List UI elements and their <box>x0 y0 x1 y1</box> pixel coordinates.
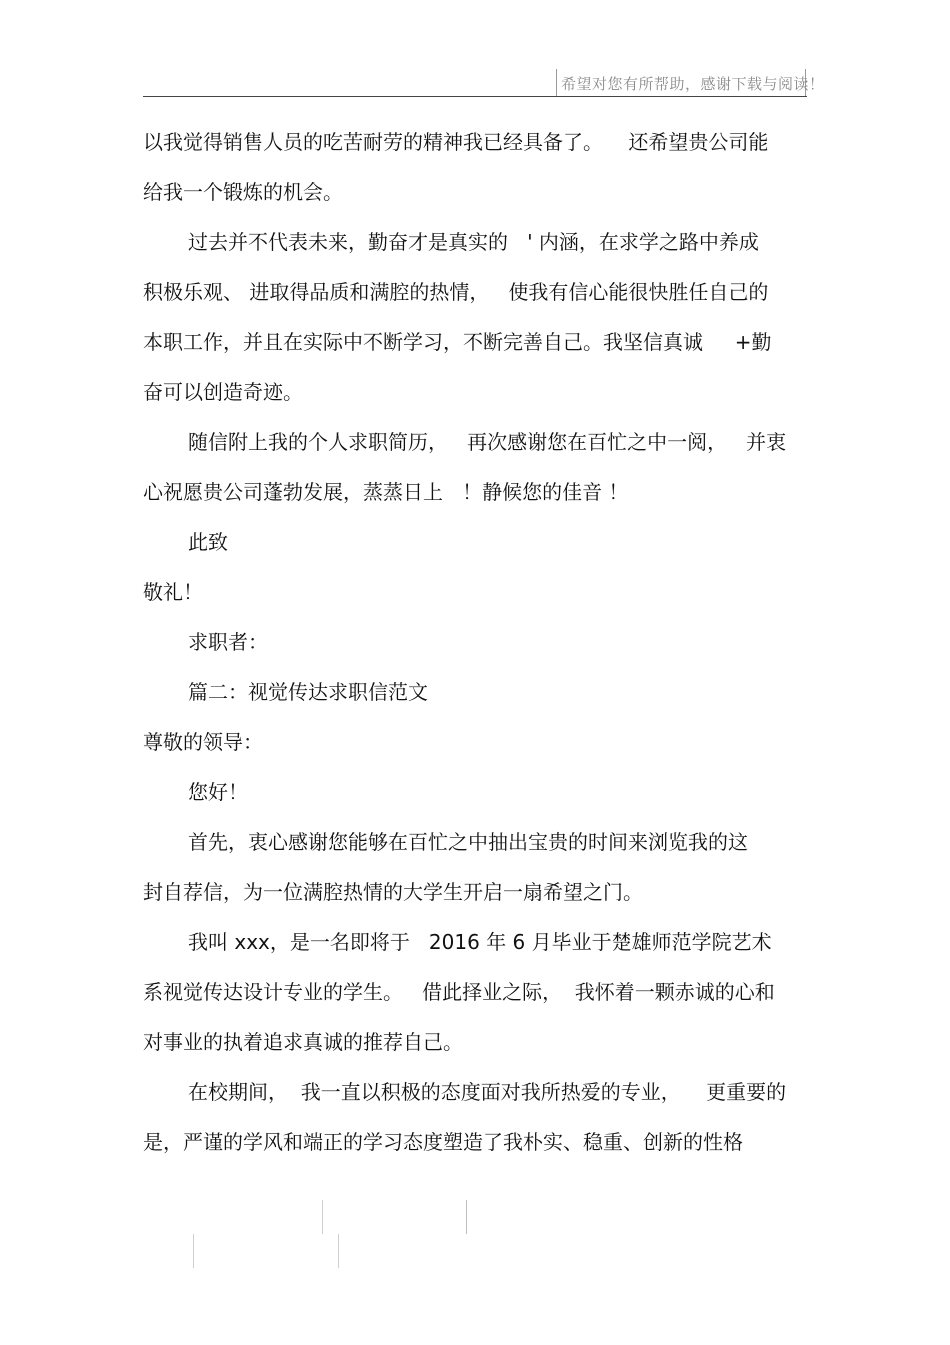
table-divider <box>338 1234 339 1268</box>
table-divider <box>466 1200 467 1234</box>
body-line: 过去并不代表未来，勤奋才是真实的 ' 内涵，在求学之路中养成 <box>188 230 759 254</box>
body-line: 是，严谨的学风和端正的学习态度塑造了我朴实、稳重、创新的性格 <box>143 1130 743 1154</box>
body-line: 以我觉得销售人员的吃苦耐劳的精神我已经具备了。 还希望贵公司能 <box>143 130 769 154</box>
body-line: 我叫 xxx，是一名即将于 2016 年 6 月毕业于楚雄师范学院艺术 <box>188 930 772 954</box>
body-line: 本职工作，并且在实际中不断学习，不断完善自己。我坚信真诚 +勤 <box>143 330 772 354</box>
table-divider <box>322 1200 323 1234</box>
greeting: 您好！ <box>188 780 248 804</box>
closing-line: 敬礼！ <box>143 580 203 604</box>
salutation: 尊敬的领导： <box>143 730 263 754</box>
body-line: 给我一个锻炼的机会。 <box>143 180 343 204</box>
header-rule <box>143 96 807 97</box>
body-line: 奋可以创造奇迹。 <box>143 380 303 404</box>
header-note: 希望对您有所帮助，感谢下载与阅读！ <box>561 75 825 93</box>
body-line: 封自荐信，为一位满腔热情的大学生开启一扇希望之门。 <box>143 880 643 904</box>
body-line: 心祝愿贵公司蓬勃发展，蒸蒸日上 ！静候您的佳音 ！ <box>143 480 629 504</box>
body-line: 首先，衷心感谢您能够在百忙之中抽出宝贵的时间来浏览我的这 <box>188 830 748 854</box>
body-line: 对事业的执着追求真诚的推荐自己。 <box>143 1030 463 1054</box>
closing-line: 此致 <box>188 530 228 554</box>
body-line: 系视觉传达设计专业的学生。 借此择业之际， 我怀着一颗赤诚的心和 <box>143 980 775 1004</box>
body-line: 在校期间， 我一直以积极的态度面对我所热爱的专业， 更重要的 <box>188 1080 787 1104</box>
section-title: 篇二：视觉传达求职信范文 <box>188 680 428 704</box>
body-line: 随信附上我的个人求职简历， 再次感谢您在百忙之中一阅， 并衷 <box>188 430 787 454</box>
table-divider <box>193 1234 194 1268</box>
body-line: 积极乐观、 进取得品质和满腔的热情， 使我有信心能很快胜任自己的 <box>143 280 769 304</box>
signature-line: 求职者： <box>188 630 268 654</box>
